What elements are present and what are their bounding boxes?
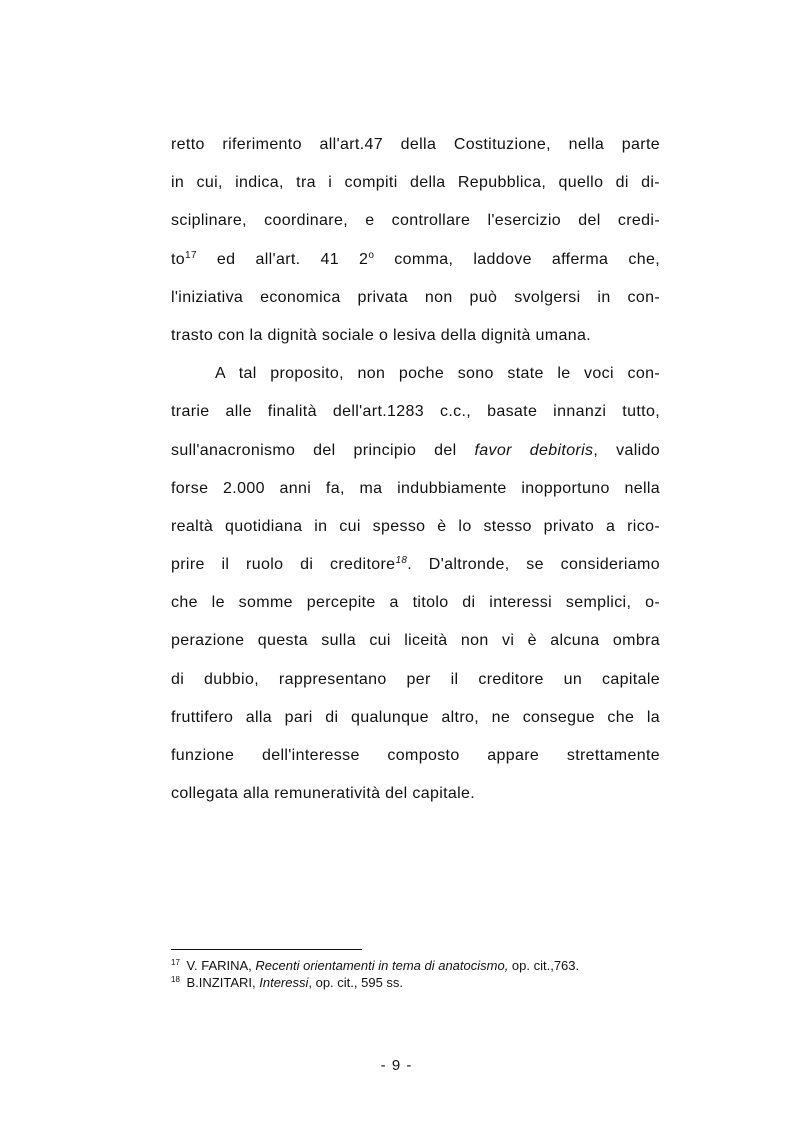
text-line: trasto con la dignità sociale o lesiva della dignità umana. — [171, 326, 592, 344]
text-line: A tal proposito, non poche sono state le voci con- — [215, 365, 660, 383]
footnote-author: V. FARINA, — [182, 958, 256, 973]
page-number: - 9 - — [380, 1057, 413, 1074]
footnote-citation: op. cit.,763. — [508, 958, 580, 973]
text-fragment: comma, laddove afferma che, — [374, 250, 660, 268]
text-fragment: , valido — [593, 441, 660, 459]
text-line: funzione dell'interesse composto appare strettamente — [171, 747, 660, 764]
text-line: forse 2.000 anni fa, ma indubbiamente inopportuno nella — [171, 479, 660, 497]
footnote-number: 18 — [171, 975, 180, 984]
text-line: l'iniziativa economica privata non può svolgersi in con- — [171, 288, 660, 306]
text-line — [171, 432, 660, 470]
footnote-author: B.INZITARI, — [182, 975, 260, 990]
footnote-number: 17 — [171, 958, 180, 967]
text-line: collegata alla remuneratività del capitale. — [171, 785, 476, 803]
text-line — [171, 546, 660, 584]
footnote-title: Recenti orientamenti in tema di anatocismo, — [255, 958, 509, 973]
text-line: perazione questa sulla cui liceità non vi è alcuna ombra — [171, 632, 660, 650]
footnote-title: Interessi — [259, 975, 309, 990]
text-fragment: . D'altronde, se consideriamo — [407, 556, 660, 574]
degree-mark: o — [368, 249, 375, 261]
text-line — [171, 241, 660, 279]
latin-term: favor debitoris — [474, 441, 594, 459]
text-line: che le somme percepite a titolo di interessi semplici, o- — [171, 594, 660, 612]
footnote-17 — [171, 957, 691, 974]
text-line: di dubbio, rappresentano per il creditore un capitale — [171, 670, 660, 688]
text-fragment: ed all'art. 41 2 — [196, 250, 369, 268]
text-line: in cui, indica, tra i compiti della Repubblica, quello di di- — [171, 174, 660, 192]
text-line: fruttifero alla pari di qualunque altro, ne consegue che la — [171, 708, 660, 726]
text-line: realtà quotidiana in cui spesso è lo stesso privato a rico- — [171, 517, 660, 535]
text-line: trarie alle finalità dell'art.1283 c.c., basate innanzi tutto, — [171, 403, 660, 421]
footnote-citation: , op. cit., 595 ss. — [308, 975, 404, 990]
footnote-ref-17[interactable]: 17 — [185, 249, 197, 261]
text-line: retto riferimento all'art.47 della Costituzione, nella parte — [171, 136, 660, 153]
text-fragment: prire il ruolo di creditore — [171, 556, 396, 574]
footnotes — [171, 957, 691, 991]
footnote-ref-18[interactable]: 18 — [395, 555, 408, 567]
footnote-separator — [171, 949, 362, 950]
text-fragment: to — [171, 250, 186, 268]
text-fragment: sull'anacronismo del principio del — [171, 441, 475, 459]
footnote-18 — [171, 974, 691, 991]
body-text — [171, 126, 660, 813]
text-line: sciplinare, coordinare, e controllare l'esercizio del credi- — [171, 212, 660, 230]
